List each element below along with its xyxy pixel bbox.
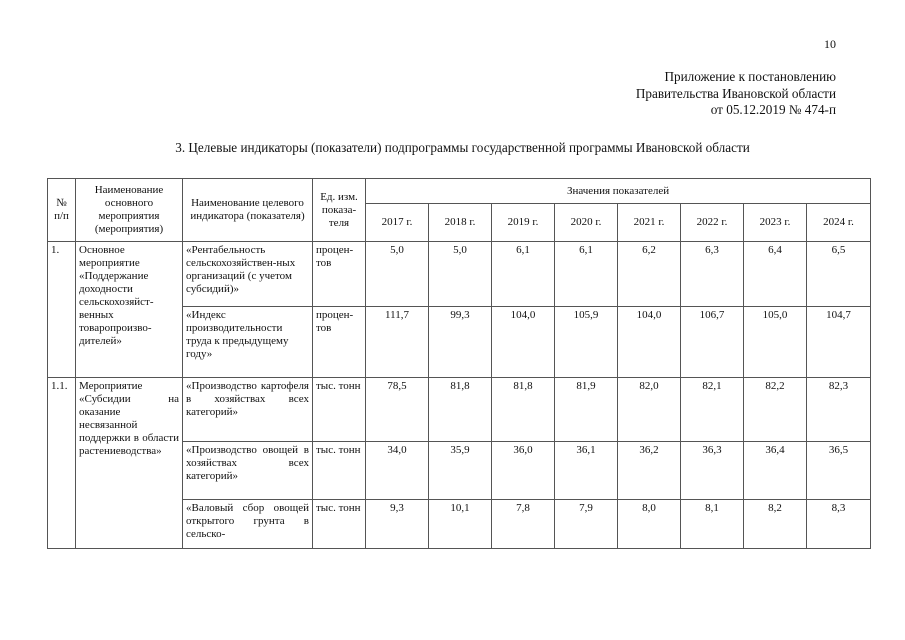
row-number: 1.1.	[48, 378, 76, 549]
value-cell: 36,4	[744, 442, 807, 500]
unit-cell: тыс. тонн	[313, 500, 366, 549]
header-year: 2022 г.	[681, 204, 744, 242]
value-cell: 105,9	[555, 307, 618, 378]
value-cell: 104,0	[492, 307, 555, 378]
value-cell: 6,2	[618, 242, 681, 307]
value-cell: 6,5	[807, 242, 871, 307]
event-name: Основное мероприятие «Поддержание доходности сельскохозяйст-венных товаропроизво-дителей»	[76, 242, 183, 378]
header-year: 2018 г.	[429, 204, 492, 242]
value-cell: 5,0	[366, 242, 429, 307]
value-cell: 6,4	[744, 242, 807, 307]
unit-cell: процен-тов	[313, 242, 366, 307]
appendix-block	[636, 69, 836, 119]
unit-cell: процен-тов	[313, 307, 366, 378]
unit-cell: тыс. тонн	[313, 378, 366, 442]
value-cell: 5,0	[429, 242, 492, 307]
header-year: 2019 г.	[492, 204, 555, 242]
value-cell: 106,7	[681, 307, 744, 378]
value-cell: 105,0	[744, 307, 807, 378]
value-cell: 82,3	[807, 378, 871, 442]
value-cell: 10,1	[429, 500, 492, 549]
header-num: № п/п	[48, 179, 76, 242]
value-cell: 36,0	[492, 442, 555, 500]
header-indicator: Наименование целевого индикатора (показателя)	[183, 179, 313, 242]
appendix-line-3: от 05.12.2019 № 474-п	[710, 102, 836, 117]
value-cell: 81,9	[555, 378, 618, 442]
value-cell: 36,3	[681, 442, 744, 500]
value-cell: 81,8	[492, 378, 555, 442]
value-cell: 6,1	[555, 242, 618, 307]
value-cell: 6,1	[492, 242, 555, 307]
value-cell: 104,7	[807, 307, 871, 378]
appendix-line-2: Правительства Ивановской области	[635, 85, 836, 101]
indicator-name: «Производство картофеля в хозяйствах всех категорий»	[183, 378, 313, 442]
header-year: 2024 г.	[807, 204, 871, 242]
value-cell: 9,3	[366, 500, 429, 549]
value-cell: 104,0	[618, 307, 681, 378]
header-values: Значения показателей	[366, 179, 871, 204]
value-cell: 8,2	[744, 500, 807, 549]
value-cell: 34,0	[366, 442, 429, 500]
value-cell: 82,2	[744, 378, 807, 442]
indicator-name: «Индекс производительности труда к предыдущему году»	[183, 307, 313, 378]
row-number: 1.	[48, 242, 76, 378]
value-cell: 82,1	[681, 378, 744, 442]
value-cell: 36,1	[555, 442, 618, 500]
value-cell: 82,0	[618, 378, 681, 442]
appendix-line-1: Приложение к постановлению	[664, 69, 836, 84]
indicator-name: «Рентабельность сельскохозяйствен-ных организаций (с учетом субсидий)»	[183, 242, 313, 307]
value-cell: 111,7	[366, 307, 429, 378]
value-cell: 36,5	[807, 442, 871, 500]
value-cell: 35,9	[429, 442, 492, 500]
value-cell: 7,9	[555, 500, 618, 549]
page-number: 10	[824, 37, 836, 51]
header-year: 2021 г.	[618, 204, 681, 242]
indicators-table	[47, 178, 871, 549]
value-cell: 8,0	[618, 500, 681, 549]
value-cell: 36,2	[618, 442, 681, 500]
header-event: Наименование основного мероприятия (мероприятия)	[76, 179, 183, 242]
table-row	[48, 242, 871, 307]
header-year: 2017 г.	[366, 204, 429, 242]
event-name: Мероприятие «Субсидии на оказание несвязанной поддержки в области растениеводства»	[76, 378, 183, 549]
value-cell: 99,3	[429, 307, 492, 378]
value-cell: 7,8	[492, 500, 555, 549]
value-cell: 6,3	[681, 242, 744, 307]
table-row	[48, 378, 871, 442]
header-unit: Ед. изм. показа-теля	[313, 179, 366, 242]
header-year: 2020 г.	[555, 204, 618, 242]
value-cell: 8,3	[807, 500, 871, 549]
value-cell: 8,1	[681, 500, 744, 549]
indicator-name: «Производство овощей в хозяйствах всех категорий»	[183, 442, 313, 500]
header-year: 2023 г.	[744, 204, 807, 242]
value-cell: 78,5	[366, 378, 429, 442]
indicator-name: «Валовый сбор овощей открытого грунта в сельско-	[183, 500, 313, 549]
document-title: 3. Целевые индикаторы (показатели) подпрограммы государственной программы Ивановской области	[175, 140, 750, 155]
unit-cell: тыс. тонн	[313, 442, 366, 500]
value-cell: 81,8	[429, 378, 492, 442]
